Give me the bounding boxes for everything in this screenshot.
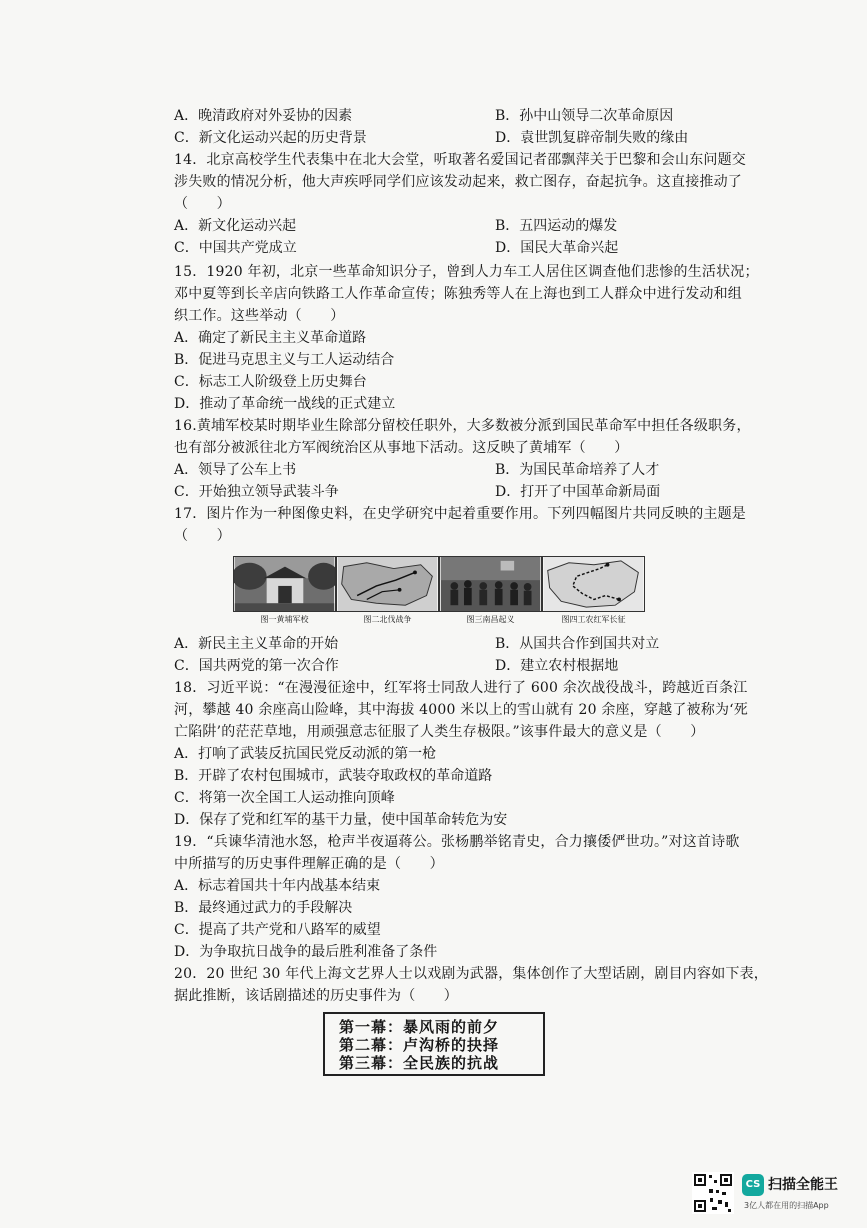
q17-option-d: D．建立农村根据地 — [495, 658, 619, 674]
q20-act-1: 第一幕：暴风雨的前夕 — [339, 1018, 500, 1036]
q15-stem-line1: 15．1920 年初，北京一些革命知识分子，曾到人力车工人居住区调查他们悲惨的生活状况； — [174, 264, 759, 280]
camscanner-logo: CS — [742, 1174, 764, 1196]
q18-stem-line1: 18．习近平说：“在漫漫征途中，红军将士同敌人进行了 600 余次战役战斗，跨越近百条江 — [174, 680, 748, 696]
q14-option-a: A．新文化运动兴起 — [174, 218, 297, 234]
q17-figure-3 — [439, 556, 542, 630]
q17-option-c: C．国共两党的第一次合作 — [174, 658, 339, 674]
q17-caption-3: 图三南昌起义 — [466, 615, 515, 624]
q15-stem-line3: 织工作。这些举动（ ） — [174, 308, 345, 324]
q15-stem-line2: 邓中夏等到长辛店向铁路工人作革命宣传；陈独秀等人在上海也到工人群众中进行发动和组 — [174, 286, 742, 302]
whampoa-academy-photo — [233, 556, 336, 612]
q17-figure-4 — [542, 556, 645, 630]
q20-act-2: 第二幕：卢沟桥的抉择 — [339, 1036, 500, 1054]
q15-option-a: A．确定了新民主主义革命道路 — [174, 330, 367, 346]
q19-stem-line2: 中所描写的历史事件理解正确的是（ ） — [174, 856, 444, 872]
q16-stem-line1: 16.黄埔军校某时期毕业生除部分留校任职外，大多数被分派到国民革命军中担任各级职务， — [174, 418, 751, 434]
q18-option-c: C．将第一次全国工人运动推向顶峰 — [174, 790, 395, 806]
q16-stem-line2: 也有部分被派往北方军阀统治区从事地下活动。这反映了黄埔军（ ） — [174, 440, 629, 456]
q14-option-c: C．中国共产党成立 — [174, 240, 297, 256]
q15-option-c: C．标志工人阶级登上历史舞台 — [174, 374, 367, 390]
q18-stem-line3: 亡陷阱’的茫茫草地，用顽强意志征服了人类生存极限。”该事件最大的意义是（ ） — [174, 724, 705, 740]
camscanner-tagline: 3亿人都在用的扫描App — [744, 1201, 829, 1210]
q17-caption-2: 图二北伐战争 — [363, 615, 412, 624]
q19-stem-line1: 19．“兵谏华清池水怒，枪声半夜逼蒋公。张杨鹏举铭青史，合力攘倭俨世功。”对这首诗歌 — [174, 834, 740, 850]
q14-stem-line3: （ ） — [174, 196, 231, 212]
q19-option-d: D．为争取抗日战争的最后胜利准备了条件 — [174, 944, 438, 960]
q17-figure-2 — [336, 556, 439, 630]
q16-option-a: A．领导了公车上书 — [174, 462, 297, 478]
q16-option-d: D．打开了中国革命新局面 — [495, 484, 661, 500]
camscanner-watermark — [692, 1172, 852, 1222]
q13-option-c: C．新文化运动兴起的历史背景 — [174, 130, 367, 146]
q17-caption-1: 图一黄埔军校 — [260, 615, 309, 624]
q15-option-d: D．推动了革命统一战线的正式建立 — [174, 396, 396, 412]
q20-acts-box — [323, 1012, 545, 1076]
q18-option-d: D．保存了党和红军的基干力量，使中国革命转危为安 — [174, 812, 508, 828]
q17-option-a: A．新民主主义革命的开始 — [174, 636, 339, 652]
q16-option-b: B．为国民革命培养了人才 — [495, 462, 660, 478]
q17-caption-4: 图四工农红军长征 — [561, 615, 626, 624]
q13-option-a: A．晚清政府对外妥协的因素 — [174, 108, 353, 124]
q14-stem-line1: 14．北京高校学生代表集中在北大会堂，听取著名爱国记者邵飘萍关于巴黎和会山东问题交 — [174, 152, 747, 168]
q20-act-3: 第三幕：全民族的抗战 — [339, 1054, 500, 1072]
q20-stem-line2: 据此推断，该话剧描述的历史事件为（ ） — [174, 988, 458, 1004]
q20-stem-line1: 20．20 世纪 30 年代上海文艺界人士以戏剧为武器，集体创作了大型话剧，剧目内容如下表， — [174, 966, 768, 982]
q17-stem-line1: 17．图片作为一种图像史料，在史学研究中起着重要作用。下列四幅图片共同反映的主题是 — [174, 506, 747, 522]
q14-stem-line2: 涉失败的情况分析，他大声疾呼同学们应该发动起来，救亡图存，奋起抗争。这直接推动了 — [174, 174, 742, 190]
q14-option-b: B．五四运动的爆发 — [495, 218, 618, 234]
northern-expedition-map — [336, 556, 439, 612]
q17-stem-line2: （ ） — [174, 528, 231, 544]
camscanner-brand: 扫描全能王 — [768, 1177, 838, 1193]
nanchang-uprising-painting — [439, 556, 542, 612]
q19-option-a: A．标志着国共十年内战基本结束 — [174, 878, 381, 894]
q18-option-a: A．打响了武装反抗国民党反动派的第一枪 — [174, 746, 437, 762]
q14-option-d: D．国民大革命兴起 — [495, 240, 619, 256]
q16-option-c: C．开始独立领导武装斗争 — [174, 484, 339, 500]
q17-option-b: B．从国共合作到国共对立 — [495, 636, 660, 652]
q19-option-b: B．最终通过武力的手段解决 — [174, 900, 353, 916]
q18-stem-line2: 河，攀越 40 余座高山险峰，其中海拔 4000 米以上的雪山就有 20 余座，穿越了被称为‘死 — [174, 702, 749, 718]
q18-option-b: B．开辟了农村包围城市，武装夺取政权的革命道路 — [174, 768, 493, 784]
q13-option-b: B．孙中山领导二次革命原因 — [495, 108, 674, 124]
q17-figure-1 — [233, 556, 336, 630]
q13-option-d: D．袁世凯复辟帝制失败的缘由 — [495, 130, 689, 146]
qr-code-icon — [692, 1172, 734, 1214]
q17-figure-strip — [233, 556, 645, 630]
q19-option-c: C．提高了共产党和八路军的威望 — [174, 922, 381, 938]
long-march-map — [542, 556, 645, 612]
q15-option-b: B．促进马克思主义与工人运动结合 — [174, 352, 395, 368]
